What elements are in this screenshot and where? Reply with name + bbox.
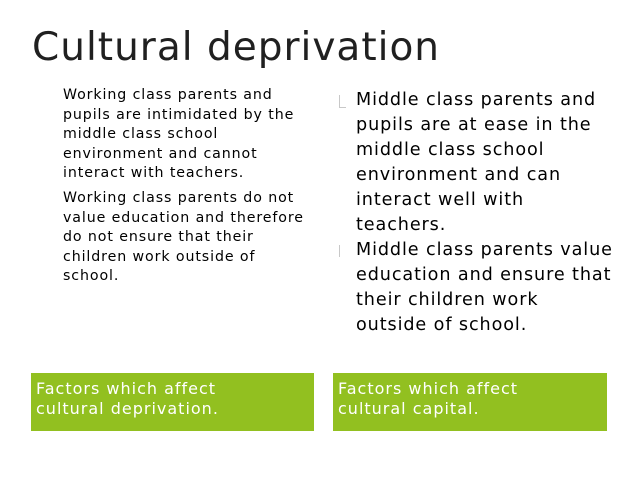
right-bullet-2-text: Middle class parents value education and ensure that their children work outside of school. <box>356 240 613 335</box>
right-bullet-1-text: Middle class parents and pupils are at ease in the middle class school environment and can interact well with teachers. <box>356 90 597 235</box>
footer-left-box <box>31 373 314 431</box>
bullet-corner-icon <box>339 95 346 108</box>
right-bullet-2 <box>339 238 614 338</box>
left-paragraph-1: Working class parents and pupils are intimidated by the middle class school environment and cannot interact with teachers. <box>63 87 295 182</box>
footer-right-text: Factors which affect cultural capital. <box>338 379 519 418</box>
footer-right-box <box>333 373 607 431</box>
right-bullet-1 <box>339 88 614 238</box>
slide-title: Cultural deprivation <box>32 25 441 70</box>
left-paragraph-2: Working class parents do not value education and therefore do not ensure that their children work outside of school. <box>63 189 304 285</box>
right-column <box>339 88 614 338</box>
footer-left-text: Factors which affect cultural deprivation. <box>36 379 219 418</box>
bullet-bar-icon <box>339 245 346 257</box>
left-column <box>63 86 315 292</box>
